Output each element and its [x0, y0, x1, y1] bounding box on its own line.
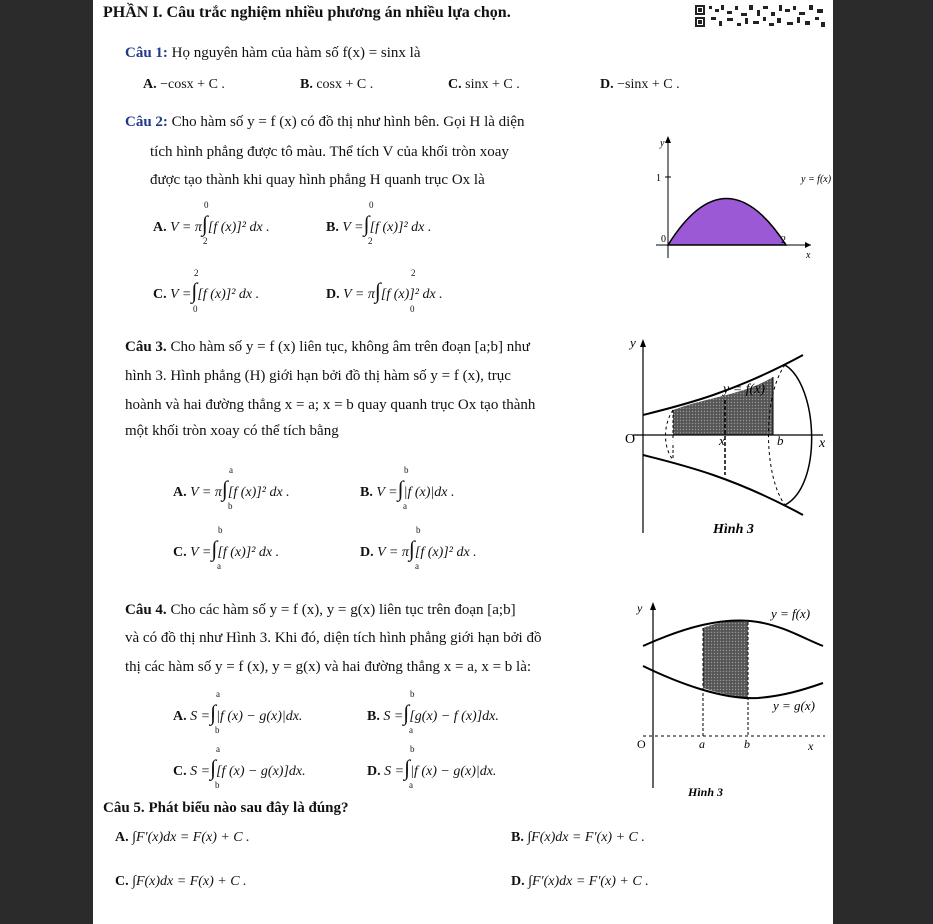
q3-option-b[interactable]: B. V =∫|f (x)|dx .	[360, 476, 455, 501]
question-4-label: Câu 4.	[125, 602, 167, 618]
q3-func-label: y = f(x)	[723, 382, 766, 397]
question-4-line-2: và có đồ thị như Hình 3. Khi đó, diện tích hình phẳng giới hạn bởi đồ	[125, 630, 542, 646]
q1-option-b[interactable]: B. cosx + C .	[300, 77, 374, 92]
q1-option-a[interactable]: A. −cosx + C .	[143, 77, 225, 92]
q4-figure	[623, 598, 828, 808]
question-5-label: Câu 5.	[103, 800, 145, 816]
question-4-line-1: Câu 4. Cho các hàm số y = f (x), y = g(x) liên tục trên đoạn [a;b]	[125, 602, 516, 618]
q3-a-upper: a	[229, 465, 233, 475]
q3-curve-bottom	[643, 455, 803, 515]
q5-option-b[interactable]: B. ∫F(x)dx = F′(x) + C .	[511, 830, 645, 845]
question-5-text: Phát biểu nào sau đây là đúng?	[148, 800, 349, 816]
q2-option-b[interactable]: B. V =∫[f (x)]² dx .	[326, 211, 432, 236]
q4-d-lower: a	[409, 780, 413, 790]
question-1-text: Họ nguyên hàm của hàm số f(x) = sinx là	[171, 45, 421, 61]
q2-origin: 0	[661, 234, 666, 245]
q3-option-d[interactable]: D. V = π∫[f (x)]² dx .	[360, 536, 477, 561]
q3-d-upper: b	[416, 525, 421, 535]
question-3-line-4: một khối tròn xoay có thể tích bằng	[125, 423, 339, 439]
q3-a-lower: b	[228, 501, 233, 511]
q2-shaded-region	[668, 199, 786, 246]
q2-figure	[636, 130, 832, 265]
question-2-label: Câu 2:	[125, 114, 168, 130]
q3-x-mark: x	[719, 433, 725, 448]
q4-shaded-region	[703, 621, 748, 698]
q3-y-label: y	[630, 335, 636, 350]
q3-figure	[613, 335, 833, 535]
q2-c-upper: 2	[194, 268, 199, 278]
q3-d-lower: a	[415, 561, 419, 571]
question-2-line-2: tích hình phẳng được tô màu. Thể tích V của khối tròn xoay	[150, 144, 509, 160]
q2-option-a[interactable]: A. V = π∫[f (x)]² dx .	[153, 211, 270, 236]
question-3-line-1: Câu 3. Cho hàm số y = f (x) liên tục, không âm trên đoạn [a;b] như	[125, 339, 530, 355]
q3-x-label: x	[819, 436, 826, 451]
q4-option-c[interactable]: C. S =∫[f (x) − g(x)]dx.	[173, 755, 306, 780]
question-3-line-2: hình 3. Hình phẳng (H) giới hạn bởi đồ thị hàm số y = f (x), trục	[125, 368, 511, 384]
q5-option-a[interactable]: A. ∫F′(x)dx = F(x) + C .	[115, 830, 250, 845]
q4-d-upper: b	[410, 744, 415, 754]
q4-f-label: y = f(x)	[771, 606, 811, 621]
q4-origin: O	[637, 737, 646, 751]
q3-origin: O	[625, 432, 636, 447]
q2-b-upper: 0	[369, 200, 374, 210]
q3-b-upper: b	[404, 465, 409, 475]
q4-a-label: a	[699, 737, 705, 751]
q4-option-a[interactable]: A. S =∫|f (x) − g(x)|dx.	[173, 700, 303, 725]
q4-a-upper: a	[216, 689, 220, 699]
q2-func-label: y = f(x)	[801, 174, 832, 185]
q4-b-upper: b	[410, 689, 415, 699]
q4-b-lower: a	[409, 725, 413, 735]
q3-c-upper: b	[218, 525, 223, 535]
q4-c-upper: a	[216, 744, 220, 754]
q4-g-label: y = g(x)	[773, 698, 815, 713]
q3-a-label: a	[668, 433, 675, 448]
q3-option-c[interactable]: C. V =∫[f (x)]² dx .	[173, 536, 280, 561]
question-1	[125, 45, 421, 62]
q2-a-upper: 0	[204, 200, 209, 210]
q4-option-d[interactable]: D. S =∫|f (x) − g(x)|dx.	[367, 755, 497, 780]
qr-code-icon	[693, 3, 827, 29]
q3-caption: Hình 3	[713, 522, 754, 537]
question-5	[103, 800, 349, 817]
q1-option-d[interactable]: D. −sinx + C .	[600, 77, 680, 92]
q1-option-c[interactable]: C. sinx + C .	[448, 77, 520, 92]
q3-b-label: b	[777, 433, 784, 448]
q2-tick-1: 1	[656, 173, 661, 184]
q2-b-lower: 2	[368, 236, 373, 246]
question-3-line-3: hoành và hai đường thẳng x = a; x = b quay quanh trục Ox tạo thành	[125, 397, 536, 413]
question-3-label: Câu 3.	[125, 339, 167, 355]
q3-option-a[interactable]: A. V = π∫[f (x)]² dx .	[173, 476, 290, 501]
question-4-line-3: thị các hàm số y = f (x), y = g(x) và hai đường thẳng x = a, x = b là:	[125, 659, 532, 675]
q4-y-label: y	[637, 601, 643, 615]
q5-option-d[interactable]: D. ∫F′(x)dx = F′(x) + C .	[511, 874, 649, 889]
q4-b-label: b	[744, 737, 750, 751]
question-1-label: Câu 1:	[125, 45, 168, 61]
q2-y-label: y	[660, 138, 665, 149]
q2-tick-2: 2	[781, 235, 786, 246]
q4-c-lower: b	[215, 780, 220, 790]
q2-d-lower: 0	[410, 304, 415, 314]
q2-option-d[interactable]: D. V = π∫[f (x)]² dx .	[326, 278, 443, 303]
q3-b-lower: a	[403, 501, 407, 511]
q3-c-lower: a	[217, 561, 221, 571]
q4-caption: Hình 3	[688, 785, 724, 799]
q2-option-c[interactable]: C. V =∫[f (x)]² dx .	[153, 278, 260, 303]
exam-page	[93, 0, 833, 924]
q2-c-lower: 0	[193, 304, 198, 314]
q2-x-label: x	[806, 250, 811, 261]
q2-d-upper: 2	[411, 268, 416, 278]
q2-a-lower: 2	[203, 236, 208, 246]
q4-a-lower: b	[215, 725, 220, 735]
question-2-line-3: được tạo thành khi quay hình phẳng H quanh trục Ox là	[150, 172, 485, 188]
q4-x-label: x	[808, 739, 814, 753]
q5-option-c[interactable]: C. ∫F(x)dx = F(x) + C .	[115, 874, 247, 889]
question-2-line-1: Câu 2: Cho hàm số y = f (x) có đồ thị như hình bên. Gọi H là diện	[125, 114, 525, 130]
q4-option-b[interactable]: B. S =∫[g(x) − f (x)]dx.	[367, 700, 499, 725]
part-heading: PHẦN I. Câu trắc nghiệm nhiều phương án nhiều lựa chọn.	[103, 4, 511, 21]
